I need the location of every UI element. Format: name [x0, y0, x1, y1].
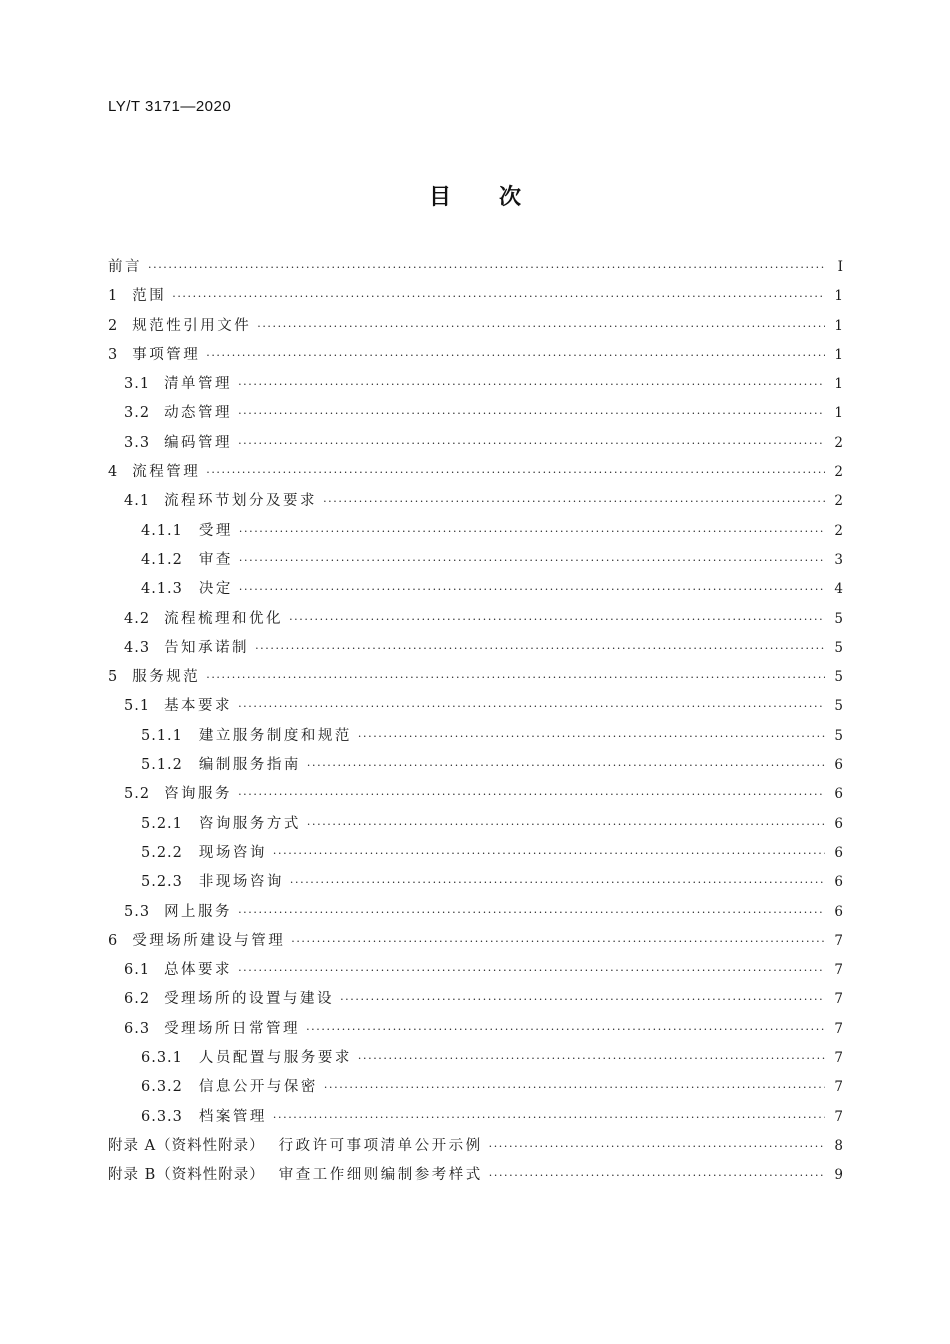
toc-leader-dots [238, 378, 825, 391]
toc-entry-title: 人员配置与服务要求 [198, 1050, 352, 1067]
toc-entry-title: 总体要求 [164, 962, 233, 979]
toc-leader-dots [358, 730, 825, 743]
toc-entry-number: 5.2.1 [141, 815, 183, 832]
toc-entry-page: 7 [834, 991, 843, 1008]
toc-entry-number: 6.3.2 [141, 1079, 183, 1096]
toc-leader-dots [255, 642, 825, 655]
toc-entry-title: 编制服务指南 [198, 757, 301, 774]
toc-entry[interactable] [108, 372, 843, 401]
toc-entry-page: 7 [834, 932, 843, 949]
toc-entry-title: 动态管理 [164, 405, 233, 422]
toc-entry[interactable] [108, 841, 843, 870]
toc-entry-page: 1 [834, 376, 843, 393]
toc-leader-dots [239, 583, 825, 596]
toc-leader-dots [238, 700, 825, 713]
toc-entry-title: 流程环节划分及要求 [164, 493, 318, 510]
toc-entry-title: 前言 [108, 259, 142, 275]
toc-entry-number: 3.3 [124, 434, 151, 451]
toc-leader-dots [238, 437, 825, 450]
toc-leader-dots [489, 1140, 825, 1153]
toc-leader-dots [358, 1052, 825, 1065]
toc-entry[interactable] [108, 1163, 843, 1192]
toc-entry-page: 5 [834, 639, 843, 656]
toc-entry[interactable] [108, 1046, 843, 1075]
toc-entry-page: 9 [834, 1167, 843, 1184]
toc-entry-number: 4 [108, 464, 119, 481]
toc-entry-title: 编码管理 [164, 434, 233, 451]
toc-entry-title: 行政许可事项清单公开示例 [278, 1137, 483, 1154]
toc-entry-page: 7 [834, 962, 843, 979]
toc-entry[interactable] [108, 636, 843, 665]
toc-leader-dots [239, 525, 825, 538]
page-title [0, 180, 950, 211]
toc-entry-page: 7 [834, 1050, 843, 1067]
toc-leader-dots [291, 935, 825, 948]
toc-entry[interactable] [108, 1075, 843, 1104]
toc-entry[interactable] [108, 987, 843, 1016]
page-title-part-2: 次 [499, 185, 522, 210]
toc-entry-title: 受理场所的设置与建设 [164, 991, 335, 1008]
toc-entry-number: 5 [108, 669, 119, 686]
toc-entry[interactable] [108, 314, 843, 343]
toc-entry[interactable] [108, 665, 843, 694]
toc-entry-number: 4.1 [124, 493, 151, 510]
toc-entry-title: 事项管理 [132, 346, 201, 363]
toc-entry[interactable] [108, 431, 843, 460]
toc-entry-number: 4.2 [124, 610, 151, 627]
toc-entry-number: 附录 B（资料性附录） [108, 1167, 265, 1184]
toc-entry-page: 5 [834, 669, 843, 686]
toc-leader-dots [273, 1111, 825, 1124]
toc-leader-dots [239, 554, 825, 567]
toc-entry-title: 决定 [198, 581, 233, 598]
toc-entry-page: 6 [834, 903, 843, 920]
toc-entry-title: 受理场所建设与管理 [132, 932, 286, 949]
toc-entry-page: 6 [834, 786, 843, 803]
toc-leader-dots [306, 1023, 825, 1036]
toc-leader-dots [172, 290, 825, 303]
toc-entry-page: 5 [834, 727, 843, 744]
toc-leader-dots [238, 788, 825, 801]
toc-entry-title: 现场咨询 [198, 844, 267, 861]
standard-code: LY/T 3171—2020 [108, 98, 232, 115]
toc-entry-title: 规范性引用文件 [132, 317, 252, 334]
toc-entry-number: 5.2.2 [141, 844, 183, 861]
toc-entry[interactable] [108, 958, 843, 987]
toc-entry-page: Ⅰ [837, 259, 843, 275]
toc-entry-title: 服务规范 [132, 669, 201, 686]
toc-leader-dots [148, 261, 825, 274]
toc-entry-page: 5 [834, 698, 843, 715]
toc-entry[interactable] [108, 548, 843, 577]
toc-leader-dots [307, 818, 825, 831]
toc-entry-number: 5.2.3 [141, 874, 183, 891]
toc-entry-title: 范围 [132, 288, 167, 305]
toc-entry-page: 1 [834, 346, 843, 363]
toc-entry-page: 2 [834, 464, 843, 481]
toc-entry-number: 4.3 [124, 639, 151, 656]
toc-leader-dots [206, 349, 825, 362]
toc-entry[interactable] [108, 724, 843, 753]
toc-entry[interactable] [108, 401, 843, 430]
toc-entry-number: 5.1.1 [141, 727, 183, 744]
toc-entry-number: 6.3.1 [141, 1050, 183, 1067]
toc-leader-dots [206, 671, 825, 684]
toc-entry-number: 5.1.2 [141, 757, 183, 774]
toc-entry[interactable] [108, 460, 843, 489]
toc-leader-dots [307, 759, 825, 772]
toc-entry-title: 审查 [198, 551, 233, 568]
toc-entry[interactable] [108, 607, 843, 636]
toc-entry-title: 咨询服务方式 [198, 815, 301, 832]
toc-entry-page: 7 [834, 1020, 843, 1037]
toc-entry-title: 建立服务制度和规范 [198, 727, 352, 744]
toc-entry-title: 清单管理 [164, 376, 233, 393]
toc-entry-title: 信息公开与保密 [198, 1079, 318, 1096]
toc-leader-dots [289, 613, 825, 626]
toc-entry-title: 咨询服务 [164, 786, 233, 803]
toc-entry[interactable] [108, 255, 843, 284]
toc-entry[interactable] [108, 694, 843, 723]
toc-entry-page: 1 [834, 288, 843, 305]
toc-entry[interactable] [108, 489, 843, 518]
toc-entry-number: 6.3.3 [141, 1108, 183, 1125]
toc-entry-page: 1 [834, 317, 843, 334]
toc-entry-page: 1 [834, 405, 843, 422]
toc-entry-title: 非现场咨询 [198, 874, 284, 891]
toc-entry[interactable] [108, 577, 843, 606]
toc-leader-dots [273, 847, 825, 860]
toc-entry-page: 8 [834, 1137, 843, 1154]
toc-entry[interactable] [108, 900, 843, 929]
toc-entry-title: 受理场所日常管理 [164, 1020, 301, 1037]
toc-entry[interactable] [108, 929, 843, 958]
toc-entry-page: 6 [834, 844, 843, 861]
toc-entry[interactable] [108, 284, 843, 313]
toc-entry-number: 5.3 [124, 903, 151, 920]
toc-entry-title: 流程梳理和优化 [164, 610, 284, 627]
toc-leader-dots [238, 906, 825, 919]
toc-entry-title: 受理 [198, 522, 233, 539]
toc-leader-dots [323, 495, 825, 508]
toc-entry-title: 流程管理 [132, 464, 201, 481]
toc-entry-number: 5.1 [124, 698, 151, 715]
toc-entry[interactable] [108, 812, 843, 841]
toc-entry[interactable] [108, 343, 843, 372]
toc-entry-number: 3.2 [124, 405, 151, 422]
toc-entry[interactable] [108, 1105, 843, 1134]
table-of-contents [108, 255, 843, 1193]
toc-entry-page: 7 [834, 1079, 843, 1096]
toc-entry-number: 6.1 [124, 962, 151, 979]
toc-entry-number: 5.2 [124, 786, 151, 803]
toc-entry-number: 6.3 [124, 1020, 151, 1037]
toc-entry-title: 档案管理 [198, 1108, 267, 1125]
toc-entry-title: 基本要求 [164, 698, 233, 715]
toc-entry-page: 6 [834, 757, 843, 774]
toc-entry-number: 6.2 [124, 991, 151, 1008]
toc-entry[interactable] [108, 519, 843, 548]
toc-entry-number: 3 [108, 346, 119, 363]
toc-entry-number: 4.1.2 [141, 551, 183, 568]
toc-entry-page: 3 [834, 551, 843, 568]
toc-entry[interactable] [108, 1134, 843, 1163]
toc-entry-number: 附录 A（资料性附录） [108, 1137, 265, 1154]
toc-entry-page: 2 [834, 493, 843, 510]
toc-entry-title: 审查工作细则编制参考样式 [278, 1167, 483, 1184]
toc-entry-page: 6 [834, 874, 843, 891]
toc-leader-dots [290, 876, 825, 889]
toc-entry-page: 2 [834, 434, 843, 451]
toc-entry[interactable] [108, 1017, 843, 1046]
toc-leader-dots [489, 1169, 825, 1182]
toc-entry-number: 4.1.3 [141, 581, 183, 598]
toc-entry-page: 4 [834, 581, 843, 598]
toc-entry-number: 6 [108, 932, 119, 949]
toc-entry-title: 告知承诺制 [164, 639, 250, 656]
toc-entry-page: 2 [834, 522, 843, 539]
toc-entry[interactable] [108, 782, 843, 811]
toc-leader-dots [324, 1081, 825, 1094]
toc-leader-dots [340, 993, 825, 1006]
toc-entry[interactable] [108, 870, 843, 899]
page-title-part-1: 目 [428, 185, 451, 210]
toc-leader-dots [206, 466, 825, 479]
toc-entry-title: 网上服务 [164, 903, 233, 920]
toc-entry[interactable] [108, 753, 843, 782]
toc-entry-page: 7 [834, 1108, 843, 1125]
toc-leader-dots [238, 407, 825, 420]
toc-entry-number: 2 [108, 317, 119, 334]
toc-entry-page: 6 [834, 815, 843, 832]
toc-entry-page: 5 [834, 610, 843, 627]
toc-entry-number: 4.1.1 [141, 522, 183, 539]
toc-entry-number: 3.1 [124, 376, 151, 393]
toc-leader-dots [238, 964, 825, 977]
toc-leader-dots [257, 320, 825, 333]
toc-entry-number: 1 [108, 288, 119, 305]
